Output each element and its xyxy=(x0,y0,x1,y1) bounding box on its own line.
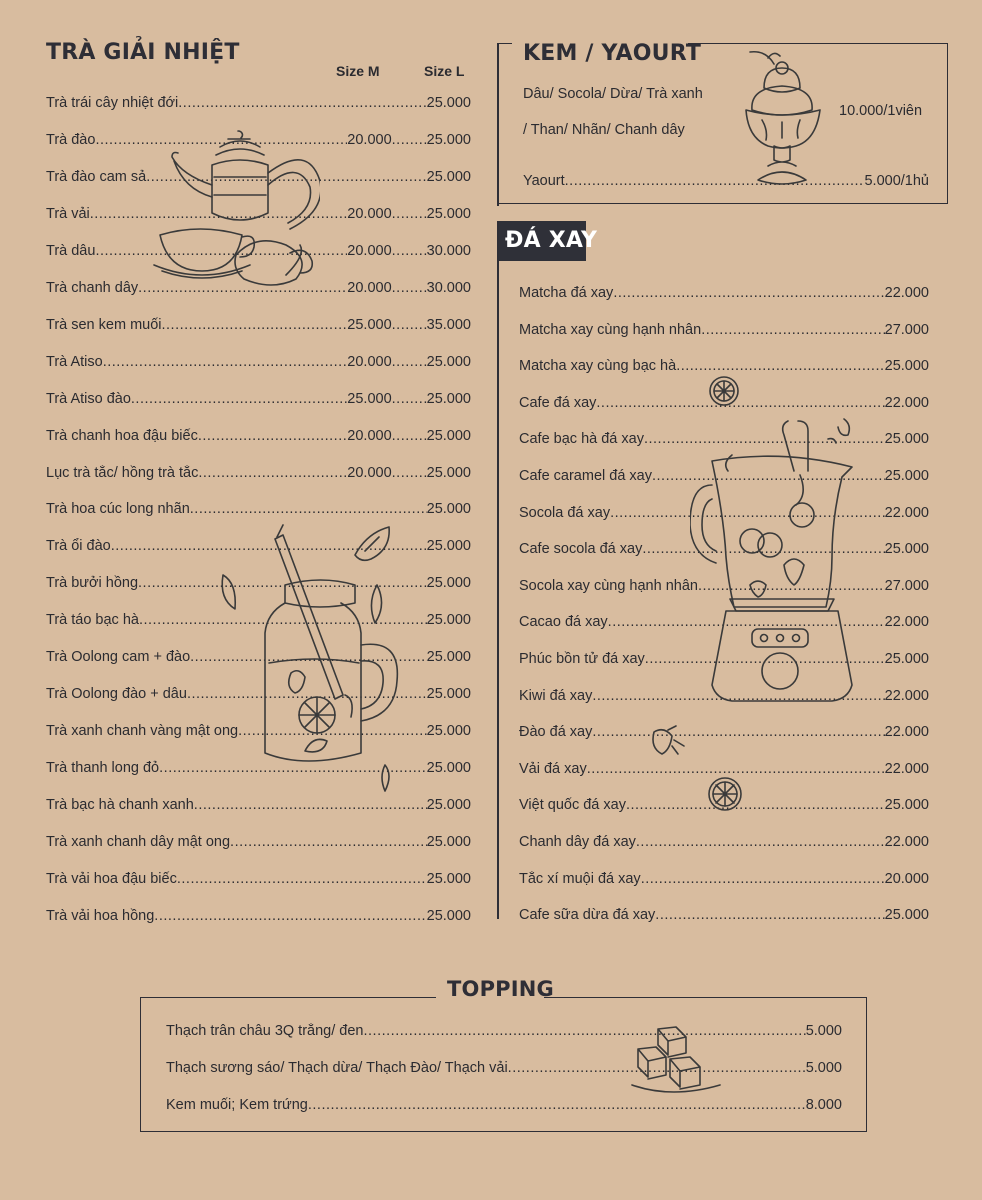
item-price: 22.000 xyxy=(884,504,929,521)
item-price-l: 25.000 xyxy=(426,870,471,887)
item-price: 22.000 xyxy=(884,614,929,631)
topping-item-row xyxy=(166,1097,842,1113)
leader-dots xyxy=(626,797,885,813)
item-price-l: 25.000 xyxy=(426,427,471,444)
item-name: Trà Atiso xyxy=(46,353,103,370)
item-name: Trà chanh dây xyxy=(46,279,139,296)
item-name: Trà hoa cúc long nhãn xyxy=(46,501,190,518)
blender-icon xyxy=(690,415,860,715)
item-name: Matcha đá xay xyxy=(519,285,614,301)
item-price: 20.000 xyxy=(884,870,929,887)
item-price: 22.000 xyxy=(884,834,929,850)
tra-item-row xyxy=(46,871,471,887)
item-price-l: 25.000 xyxy=(426,649,471,666)
item-name: Trà táo bạc hà xyxy=(46,612,139,629)
item-price-l: 25.000 xyxy=(426,205,471,222)
item-price: 27.000 xyxy=(884,321,929,338)
item-price-l: 25.000 xyxy=(426,723,471,740)
item-name: Đào đá xay xyxy=(519,724,593,741)
item-price: 25.000 xyxy=(884,651,929,667)
item-price-m: 20.000 xyxy=(347,279,392,296)
leader-dots xyxy=(392,317,427,333)
leader-dots xyxy=(392,243,427,259)
item-price-m: 20.000 xyxy=(347,242,392,259)
item-price-m: 20.000 xyxy=(347,205,392,222)
kem-flavors-line2: / Than/ Nhãn/ Chanh dây xyxy=(523,122,685,138)
leader-dots xyxy=(641,871,885,887)
item-price-l: 25.000 xyxy=(426,686,471,703)
leader-dots xyxy=(592,724,884,740)
leader-dots xyxy=(177,871,427,887)
size-l-header: Size L xyxy=(424,63,465,79)
item-name: Lục trà tắc/ hồng trà tắc xyxy=(46,464,199,481)
item-price: 25.000 xyxy=(884,797,929,814)
topping-item-row xyxy=(166,1023,842,1039)
item-price-l: 25.000 xyxy=(426,834,471,850)
strawberry-icon xyxy=(646,722,686,756)
tra-item-row xyxy=(46,908,471,924)
topping-item-row xyxy=(166,1060,842,1076)
item-price: 22.000 xyxy=(884,687,929,704)
item-price-m: 20.000 xyxy=(347,353,392,370)
item-name: Trà Atiso đào xyxy=(46,390,131,407)
item-price-l: 25.000 xyxy=(426,168,471,185)
leader-dots xyxy=(230,834,427,850)
item-name: Socola đá xay xyxy=(519,504,611,521)
item-name: Trà đào cam sả xyxy=(46,168,147,185)
leader-dots xyxy=(392,391,427,407)
leader-dots xyxy=(178,95,426,111)
ice-cubes-icon xyxy=(628,1025,724,1097)
item-name: Tắc xí muội đá xay xyxy=(519,870,641,887)
leader-dots xyxy=(131,391,347,407)
lemon-slice-icon xyxy=(706,775,744,813)
leader-dots xyxy=(636,834,885,850)
item-name: Cafe sữa dừa đá xay xyxy=(519,907,656,924)
yaourt-price: 5.000/1hủ xyxy=(864,173,929,189)
leader-dots xyxy=(392,132,427,148)
item-name: Trà vải xyxy=(46,205,90,222)
tra-item-row xyxy=(46,834,471,850)
item-price: 22.000 xyxy=(884,285,929,301)
leader-dots xyxy=(392,428,427,444)
item-name: Kiwi đá xay xyxy=(519,687,593,704)
daxay-item-row xyxy=(519,834,929,850)
tra-item-row xyxy=(46,465,471,481)
leader-dots xyxy=(154,908,426,924)
leader-dots xyxy=(676,358,884,374)
item-price-l: 25.000 xyxy=(426,612,471,629)
item-price-l: 35.000 xyxy=(426,316,471,333)
item-price-l: 25.000 xyxy=(426,538,471,555)
tra-item-row xyxy=(46,428,471,444)
item-price-l: 25.000 xyxy=(426,464,471,481)
item-price: 25.000 xyxy=(884,431,929,448)
kem-flavors-line1: Dâu/ Socola/ Dừa/ Trà xanh xyxy=(523,86,703,102)
item-price: 25.000 xyxy=(884,358,929,375)
item-price-m: 20.000 xyxy=(347,427,392,444)
tra-item-row xyxy=(46,391,471,407)
item-price-l: 25.000 xyxy=(426,95,471,111)
mason-jar-icon xyxy=(205,515,415,815)
item-name: Trà bưởi hồng xyxy=(46,575,139,592)
daxay-item-row xyxy=(519,285,929,301)
leader-dots xyxy=(392,465,427,481)
item-name: Matcha xay cùng hạnh nhân xyxy=(519,321,702,338)
leader-dots xyxy=(613,285,884,301)
item-price: 25.000 xyxy=(884,541,929,558)
item-name: Kem muối; Kem trứng xyxy=(166,1097,308,1113)
daxay-section-title: ĐÁ XAY xyxy=(505,228,598,253)
leader-dots xyxy=(392,354,427,370)
topping-section-title: TOPPING xyxy=(447,977,554,1001)
item-price: 22.000 xyxy=(884,724,929,741)
daxay-divider xyxy=(497,221,499,919)
item-name: Trà trái cây nhiệt đới xyxy=(46,95,179,111)
item-name: Vải đá xay xyxy=(519,760,587,777)
daxay-item-row xyxy=(519,322,929,338)
item-price-l: 25.000 xyxy=(426,760,471,777)
leader-dots xyxy=(198,428,347,444)
item-name: Phúc bồn tử đá xay xyxy=(519,651,645,667)
item-price-l: 30.000 xyxy=(426,242,471,259)
item-price-l: 30.000 xyxy=(426,279,471,296)
item-price: 5.000 xyxy=(805,1060,842,1076)
item-name: Cafe đá xay xyxy=(519,394,597,411)
item-price: 5.000 xyxy=(805,1023,842,1039)
leader-dots xyxy=(392,206,427,222)
item-price: 8.000 xyxy=(805,1097,842,1113)
item-name: Trà đào xyxy=(46,131,96,148)
tra-item-row xyxy=(46,354,471,370)
item-name: Cafe socola đá xay xyxy=(519,541,643,558)
item-price: 27.000 xyxy=(884,577,929,594)
item-name: Trà xanh chanh dây mật ong xyxy=(46,834,231,850)
item-price-l: 25.000 xyxy=(426,575,471,592)
item-name: Trà vải hoa đậu biếc xyxy=(46,870,177,887)
item-price-l: 25.000 xyxy=(426,907,471,924)
daxay-item-row xyxy=(519,724,929,740)
item-price-l: 25.000 xyxy=(426,390,471,407)
item-price-l: 25.000 xyxy=(426,353,471,370)
kem-price: 10.000/1viên xyxy=(839,103,923,119)
item-price-m: 20.000 xyxy=(347,464,392,481)
item-price-l: 25.000 xyxy=(426,797,471,814)
leader-dots xyxy=(103,354,348,370)
item-name: Thạch sương sáo/ Thạch dừa/ Thạch Đào/ Thạch vải xyxy=(166,1060,508,1076)
item-price: 25.000 xyxy=(884,907,929,924)
leader-dots xyxy=(392,280,427,296)
size-m-header: Size M xyxy=(336,63,380,79)
daxay-item-row xyxy=(519,358,929,374)
leader-dots xyxy=(364,1023,806,1039)
tra-item-row xyxy=(46,317,471,333)
item-price-m: 20.000 xyxy=(347,131,392,148)
item-name: Trà dâu xyxy=(46,242,96,259)
item-name: Cafe caramel đá xay xyxy=(519,468,652,484)
item-name: Trà Oolong đào + dâu xyxy=(46,686,187,703)
item-name: Cacao đá xay xyxy=(519,614,608,631)
item-name: Thạch trân châu 3Q trắng/ đen xyxy=(166,1023,364,1039)
item-price-m: 25.000 xyxy=(347,390,392,407)
daxay-item-row xyxy=(519,871,929,887)
leader-dots xyxy=(655,907,884,923)
center-divider-top xyxy=(497,43,499,206)
item-name: Socola xay cùng hạnh nhân xyxy=(519,577,698,594)
leader-dots xyxy=(308,1097,806,1113)
leader-dots xyxy=(198,465,347,481)
item-name: Trà sen kem muối xyxy=(46,316,162,333)
item-price-l: 25.000 xyxy=(426,131,471,148)
yaourt-name: Yaourt xyxy=(523,173,565,189)
item-name: Cafe bạc hà đá xay xyxy=(519,431,644,448)
yaourt-row xyxy=(523,173,929,189)
item-name: Trà thanh long đỏ xyxy=(46,760,160,777)
item-name: Matcha xay cùng bạc hà xyxy=(519,358,677,375)
kem-section-title: KEM / YAOURT xyxy=(523,41,702,66)
ice-cream-sundae-icon xyxy=(738,48,828,190)
tra-section-title: TRÀ GIẢI NHIỆT xyxy=(46,40,240,65)
item-name: Trà vải hoa hồng xyxy=(46,907,155,924)
teapot-icon xyxy=(150,125,320,290)
item-name: Trà ổi đào xyxy=(46,538,111,555)
item-name: Trà chanh hoa đậu biếc xyxy=(46,427,198,444)
item-name: Chanh dây đá xay xyxy=(519,834,636,850)
item-name: Trà xanh chanh vàng mật ong xyxy=(46,723,239,740)
item-price-l: 25.000 xyxy=(426,501,471,518)
lemon-slice-icon xyxy=(707,374,741,408)
item-price: 22.000 xyxy=(884,760,929,777)
item-name: Trà Oolong cam + đào xyxy=(46,649,191,666)
item-price-m: 25.000 xyxy=(347,316,392,333)
item-name: Việt quốc đá xay xyxy=(519,797,626,814)
item-price: 25.000 xyxy=(884,468,929,484)
leader-dots xyxy=(701,322,884,338)
leader-dots xyxy=(162,317,348,333)
item-name: Trà bạc hà chanh xanh xyxy=(46,797,194,814)
item-price: 22.000 xyxy=(884,394,929,411)
tra-item-row xyxy=(46,95,471,111)
daxay-item-row xyxy=(519,907,929,923)
